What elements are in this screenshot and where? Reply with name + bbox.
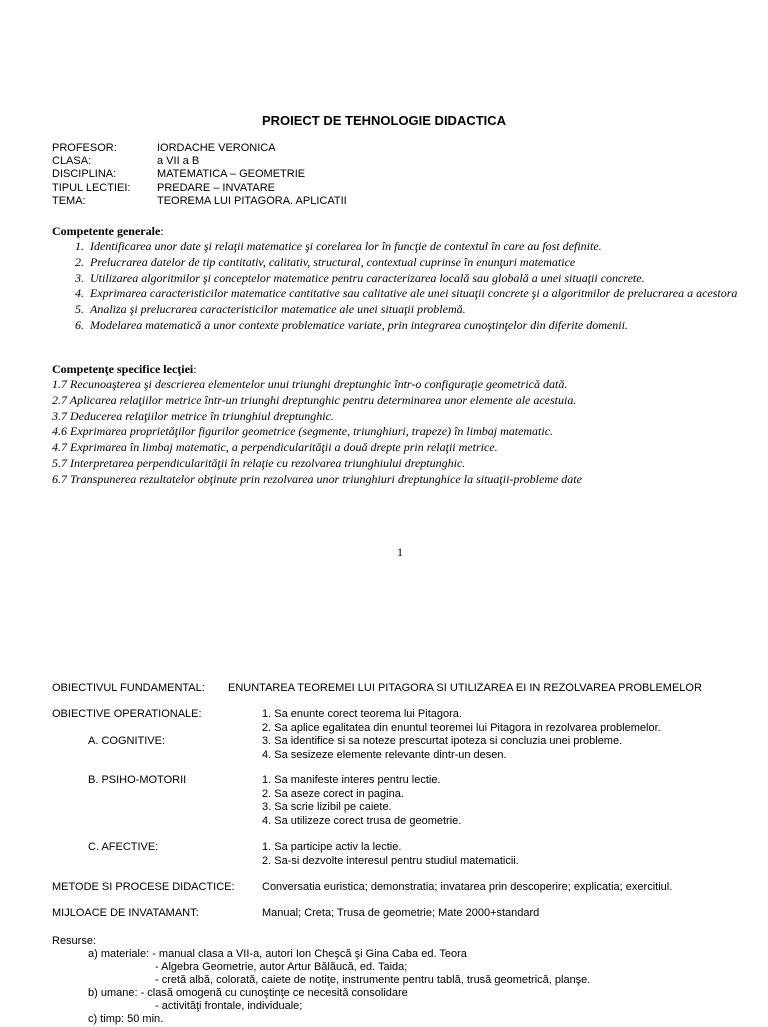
operational-objectives-label: OBIECTIVE OPERATIONALE: <box>52 708 202 720</box>
psiho-motorii-label: B. PSIHO-MOTORII <box>88 774 187 786</box>
list-item <box>52 302 742 318</box>
list-item: 2. Sa aplice egalitatea din enuntul teoremei lui Pitagora in rezolvarea problemelor. <box>262 721 661 734</box>
general-title-text: Competente generale <box>52 224 161 238</box>
resurse-line: - Algebra Geometrie, autor Artur Bălăucă, ed. Taida; <box>155 961 408 973</box>
list-item-text: Modelarea matematică a unor contexte problematice variate, prin integrarea cunoştinţelor din diferite domenii. <box>90 317 628 332</box>
mijloace-value: Manual; Creta; Trusa de geometrie; Mate 2000+standard <box>262 907 540 919</box>
resurse-line: - activităţi frontale, individuale; <box>155 1000 303 1012</box>
header-row-tipul-lectiei <box>52 182 347 195</box>
list-item: 3. Sa identifice si sa noteze prescurtat ipoteza si concluzia unei probleme. <box>262 735 623 747</box>
list-item <box>52 239 742 255</box>
header-key: PROFESOR: <box>52 142 117 154</box>
list-item <box>52 286 742 302</box>
header-key: CLASA: <box>52 155 92 168</box>
header-value: PREDARE – INVATARE <box>157 181 275 194</box>
mijloace-label: MIJLOACE DE INVATAMANT: <box>52 907 199 919</box>
general-competences-list <box>52 239 742 334</box>
list-item-text: Prelucrarea datelor de tip cantitativ, calitativ, structural, contextual cuprinse în enunţuri matematice <box>90 254 576 269</box>
specific-title-text: Competenţe specifice lecţiei <box>52 362 194 376</box>
header-row-disciplina <box>52 168 347 181</box>
header-row-tema <box>52 195 347 208</box>
psiho-objectives-list <box>262 774 461 828</box>
header-key: DISCIPLINA: <box>52 168 117 181</box>
list-item: 4.7 Exprimarea în limbaj matematic, a perpendicularităţii a două drepte prin relaţii metrice. <box>52 440 498 455</box>
list-item: 6.7 Transpunerea rezultatelor obţinute prin rezolvarea unor triunghiuri dreptunghice la situaţii-probleme date <box>52 471 582 486</box>
list-item-number: 2. <box>75 254 84 269</box>
list-item <box>52 318 742 334</box>
header-row-clasa <box>52 155 347 168</box>
fundamental-objective-value: ENUNTAREA TEOREMEI LUI PITAGORA SI UTILIZAREA EI IN REZOLVAREA PROBLEMELOR <box>228 682 702 694</box>
afective-objectives-list <box>262 841 519 868</box>
list-item: 3. Sa scrie lizibil pe caiete. <box>262 801 392 813</box>
page-number: 1 <box>397 545 403 559</box>
list-item: 2. Sa-si dezvolte interesul pentru studiul matematicii. <box>262 854 519 867</box>
specific-title-colon: : <box>193 362 197 376</box>
resurse-line: c) timp: 50 min. <box>88 1013 164 1025</box>
metode-value: Conversatia euristica; demonstratia; invatarea prin descoperire; explicatia; exercitiul. <box>262 881 673 893</box>
header-value: IORDACHE VERONICA <box>157 142 276 154</box>
list-item-text: Analiza şi prelucrarea caracteristicilor matematice ale unei situaţii problemă. <box>90 302 466 317</box>
resurse-line: b) umane: - clasă omogenă cu cunoştinţe ce necesită consolidare <box>88 987 408 999</box>
header-key: TIPUL LECTIEI: <box>52 181 131 194</box>
list-item: 1.7 Recunoaşterea şi descrierea elementelor unui triunghi dreptunghic într-o configuraţie geometrică dată. <box>52 377 568 391</box>
list-item: 1. Sa participe activ la lectie. <box>262 841 402 853</box>
list-item: 4.6 Exprimarea proprietăţilor figurilor geometrice (segmente, triunghiuri, trapeze) în limbaj matematic. <box>52 424 554 439</box>
list-item: 2.7 Aplicarea relaţiilor metrice într-un triunghi dreptunghic pentru determinarea unor elemente ale acestuia. <box>52 392 577 407</box>
list-item-number: 5. <box>75 302 84 317</box>
list-item-number: 6. <box>75 317 84 332</box>
resurse-line: - cretă albă, colorată, caiete de notiţe, instrumente pentru tablă, trusă geometrică, planşe. <box>155 974 591 986</box>
list-item-text: Exprimarea caracteristicilor matematice cantitative sau calitative ale unei situaţii concrete şi a algoritmilor de prelucrarea a acestora <box>90 286 738 301</box>
list-item: 4. Sa utilizeze corect trusa de geometrie. <box>262 814 462 827</box>
list-item: 3.7 Deducerea relaţiilor metrice în triunghiul dreptunghic. <box>52 408 334 423</box>
header-key: TEMA: <box>52 194 86 207</box>
list-item-text: Utilizarea algoritmilor şi conceptelor matematice pentru caracterizarea locală sau globală a unei situaţii concrete. <box>90 270 645 285</box>
document-title: PROIECT DE TEHNOLOGIE DIDACTICA <box>261 113 507 128</box>
list-item-number: 3. <box>75 270 84 285</box>
list-item: 5.7 Interpretarea perpendicularităţii în relaţie cu rezolvarea triunghiului dreptunghic. <box>52 455 466 470</box>
list-item: 2. Sa aseze corect in pagina. <box>262 787 404 800</box>
header-row-profesor <box>52 142 347 155</box>
specific-competences-title <box>52 362 197 376</box>
header-value: MATEMATICA – GEOMETRIE <box>157 168 306 181</box>
general-competences-title <box>52 224 164 238</box>
resurse-label: Resurse: <box>52 935 97 947</box>
cognitive-label: A. COGNITIVE: <box>88 735 166 747</box>
list-item-number: 4. <box>75 286 84 301</box>
metode-label: METODE SI PROCESE DIDACTICE: <box>52 881 235 893</box>
list-item: 1. Sa manifeste interes pentru lectie. <box>262 774 441 786</box>
cognitive-objectives-list <box>262 708 661 762</box>
resurse-line: a) materiale: - manual clasa a VII-a, autori Ion Cheşcă şi Gina Caba ed. Teora <box>88 948 467 960</box>
header-value: TEOREMA LUI PITAGORA. APLICATII <box>157 194 347 207</box>
list-item-text: Identificarea unor date şi relaţii matematice şi corelarea lor în funcţie de contextul în care au fost definite. <box>90 239 602 253</box>
fundamental-objective-label: OBIECTIVUL FUNDAMENTAL: <box>52 682 205 694</box>
specific-competences-list <box>52 377 752 488</box>
afective-label: C. AFECTIVE: <box>88 841 159 853</box>
lesson-header <box>52 142 347 208</box>
header-value: a VII a B <box>157 155 200 168</box>
list-item: 4. Sa sesizeze elemente relevante dintr-un desen. <box>262 748 507 761</box>
list-item-number: 1. <box>75 239 84 253</box>
general-title-colon: : <box>160 224 164 238</box>
list-item <box>52 271 742 287</box>
list-item <box>52 255 742 271</box>
list-item: 1. Sa enunte corect teorema lui Pitagora. <box>262 708 462 720</box>
